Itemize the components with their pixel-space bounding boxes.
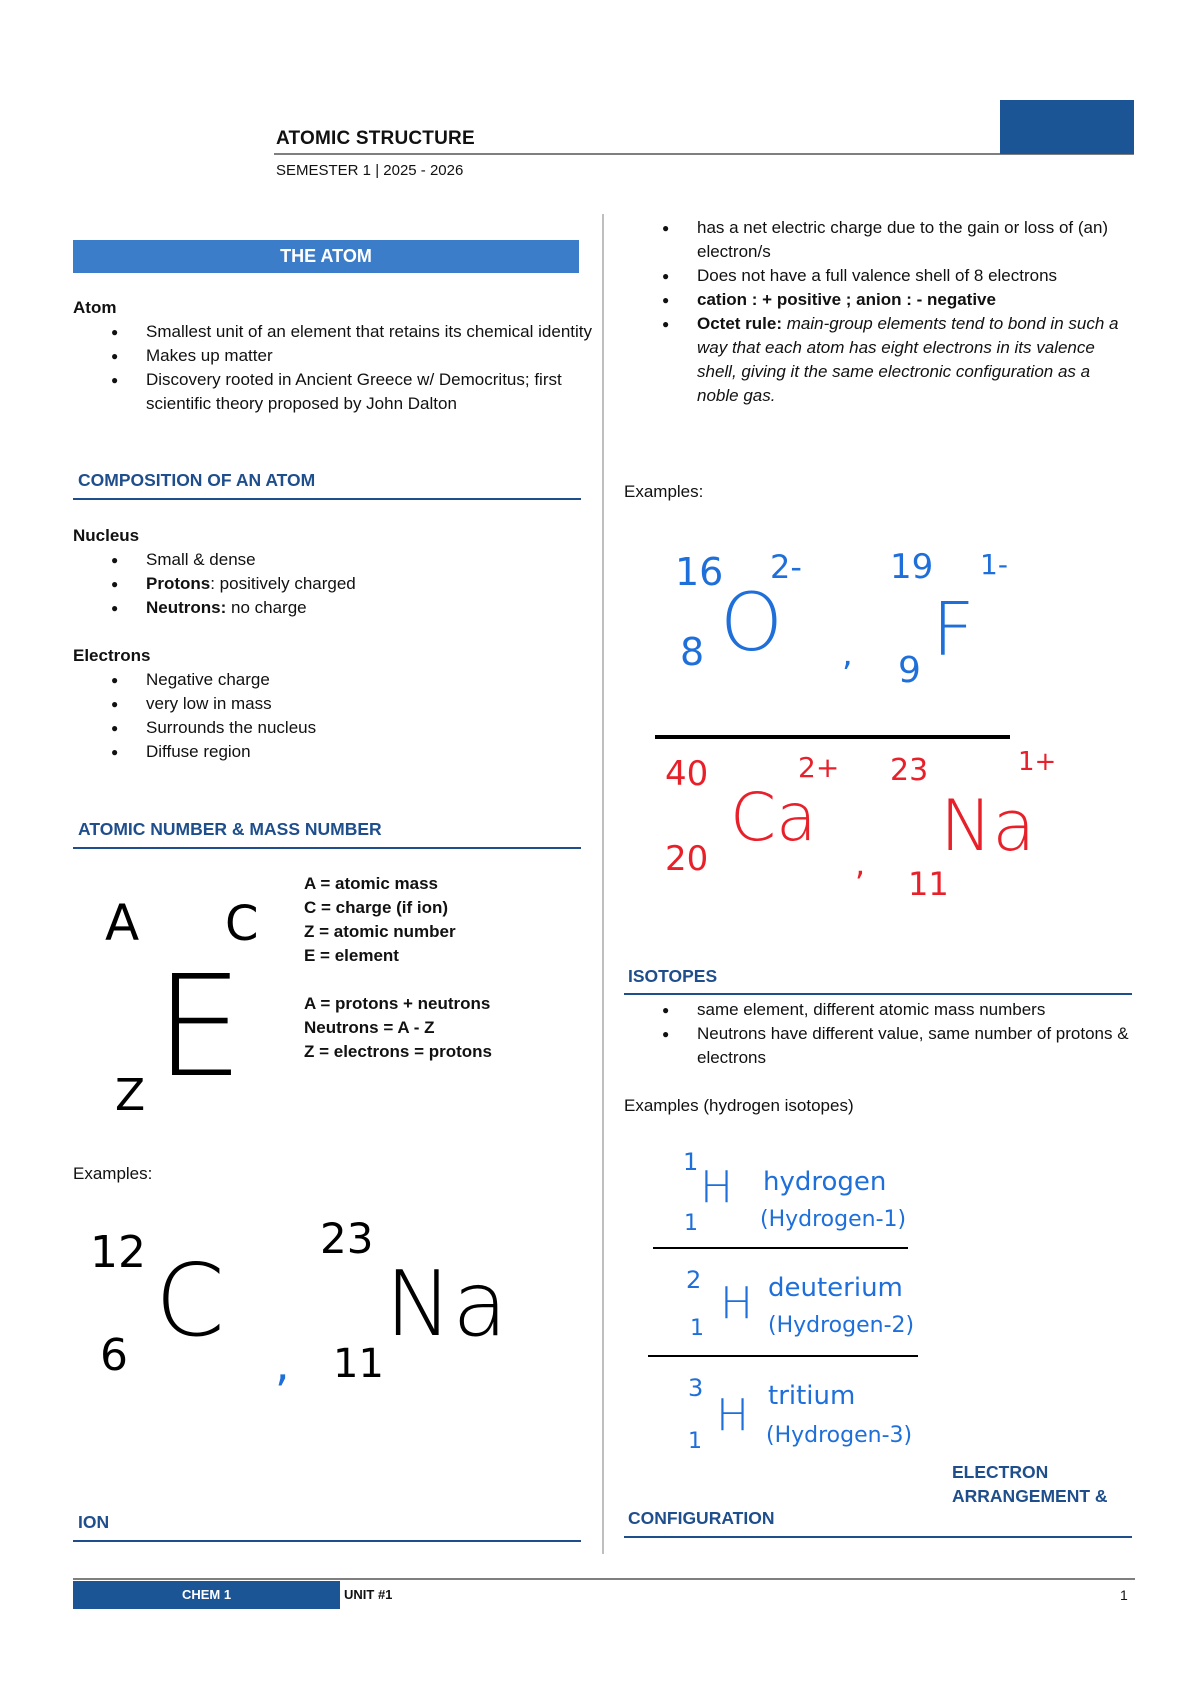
o-number: 8 [680, 630, 705, 674]
h1-name: hydrogen [763, 1167, 887, 1197]
c-mass: 12 [90, 1227, 146, 1278]
notation-a: A [105, 894, 140, 952]
f-number: 9 [898, 650, 921, 691]
o-charge: 2- [770, 548, 802, 586]
c-symbol: C [155, 1242, 225, 1359]
page-number: 1 [1120, 1587, 1128, 1603]
na-symbol: Na [385, 1252, 508, 1357]
na-ion-number: 11 [908, 865, 949, 903]
h2-number: 1 [690, 1316, 704, 1341]
ion-examples-drawing [650, 540, 1070, 920]
h3-number: 1 [688, 1429, 702, 1454]
section-rule [73, 498, 581, 500]
octet-text: main-group elements tend to bond in such a way that each atom has eight electrons in its valence shell, giving it the same electronic configuration as a noble gas. [697, 314, 1119, 405]
electron-heading-line: ARRANGEMENT & [952, 1486, 1108, 1506]
section-rule [73, 1540, 581, 1542]
ca-charge: 2+ [798, 751, 840, 784]
list-item: ● Small & dense [73, 548, 593, 572]
legend-spacer [304, 968, 492, 992]
h1-alt: (Hydrogen-1) [760, 1207, 907, 1232]
notation-legend [304, 872, 492, 1064]
list-item: ● cation : + positive ; anion : - negative [624, 288, 1134, 312]
footer-rule [73, 1578, 1135, 1580]
list-item [73, 572, 593, 596]
list-item [73, 596, 593, 620]
c-number: 6 [100, 1330, 128, 1381]
h2-name: deuterium [768, 1273, 903, 1303]
h3-symbol: H [716, 1390, 750, 1441]
list-item: ● Surrounds the nucleus [73, 716, 593, 740]
h2-alt: (Hydrogen-2) [768, 1313, 915, 1338]
document-subtitle: SEMESTER 1 | 2025 - 2026 [276, 162, 464, 179]
h1-symbol: H [700, 1162, 734, 1213]
list-item: ● same element, different atomic mass numbers [624, 998, 1134, 1022]
isotope-examples-drawing [628, 1140, 938, 1472]
example-separator: , [275, 1337, 290, 1391]
atom-bullets [73, 320, 593, 416]
header-accent-block [1000, 100, 1134, 154]
h3-alt: (Hydrogen-3) [766, 1423, 913, 1448]
document-title: ATOMIC STRUCTURE [276, 128, 475, 149]
h2-mass: 2 [686, 1266, 702, 1294]
f-symbol: F [932, 587, 975, 673]
list-item: ● Diffuse region [73, 740, 593, 764]
list-item: ● very low in mass [73, 692, 593, 716]
legend-line: C = charge (if ion) [304, 898, 449, 917]
na-ion-mass: 23 [890, 753, 929, 788]
section-heading-configuration: CONFIGURATION [628, 1508, 775, 1528]
neutrons-label: Neutrons: [146, 598, 227, 617]
footer-course: CHEM 1 [73, 1581, 340, 1609]
h2-symbol: H [720, 1278, 754, 1329]
ion-bullets [624, 216, 1134, 408]
section-rule [624, 993, 1132, 995]
list-item: ● Neutrons have different value, same number of protons & electrons [624, 1022, 1134, 1070]
legend-line: Z = electrons = protons [304, 1042, 492, 1061]
nucleus-bullets [73, 548, 593, 620]
h3-name: tritium [768, 1381, 856, 1411]
na-ion-symbol: Na [940, 785, 1036, 867]
footer-unit: UNIT #1 [344, 1587, 393, 1602]
h3-mass: 3 [688, 1374, 704, 1402]
ion-separator: , [842, 634, 853, 674]
list-item: ● Makes up matter [73, 344, 593, 368]
ion-examples-label: Examples: [624, 482, 704, 501]
na-mass: 23 [320, 1214, 374, 1263]
f-mass: 19 [890, 547, 934, 587]
protons-label: Protons [146, 574, 211, 593]
notation-e: E [155, 946, 244, 1109]
list-item: ● Smallest unit of an element that retains its chemical identity [73, 320, 593, 344]
legend-line: A = atomic mass [304, 874, 439, 893]
column-divider [602, 214, 604, 1554]
list-item: ● Does not have a full valence shell of 8 electrons [624, 264, 1134, 288]
nucleus-heading: Nucleus [73, 526, 140, 545]
h1-mass: 1 [683, 1148, 699, 1176]
section-banner-the-atom: THE ATOM [73, 240, 579, 273]
list-item: ● Discovery rooted in Ancient Greece w/ Democritus; first scientific theory proposed by John Dalton [73, 368, 593, 416]
examples-label: Examples: [73, 1164, 153, 1183]
notation-z: Z [115, 1070, 146, 1121]
list-item [624, 312, 1134, 408]
octet-label: Octet rule: [697, 314, 783, 333]
isotope-bullets [624, 998, 1134, 1070]
na-number: 11 [333, 1341, 384, 1387]
electron-heading-line: ELECTRON [952, 1462, 1049, 1482]
electrons-heading: Electrons [73, 646, 151, 665]
section-heading-atomic-number: ATOMIC NUMBER & MASS NUMBER [78, 819, 382, 839]
ca-mass: 40 [665, 754, 709, 794]
electrons-bullets [73, 668, 593, 764]
h1-number: 1 [684, 1211, 698, 1236]
legend-line: Neutrons = A - Z [304, 1018, 435, 1037]
legend-line: E = element [304, 946, 399, 965]
neutrons-text: no charge [226, 598, 307, 617]
f-charge: 1- [980, 548, 1008, 581]
list-item: ● Negative charge [73, 668, 593, 692]
atom-heading: Atom [73, 298, 117, 317]
section-heading-composition: COMPOSITION OF AN ATOM [78, 470, 316, 490]
section-heading-electron [952, 1460, 1108, 1508]
protons-text: : positively charged [210, 574, 356, 593]
isotope-examples-label: Examples (hydrogen isotopes) [624, 1096, 854, 1115]
ca-number: 20 [665, 839, 709, 879]
notation-diagram [95, 890, 275, 1120]
legend-line: Z = atomic number [304, 922, 456, 941]
section-heading-ion: ION [78, 1512, 110, 1532]
section-rule [624, 1536, 1132, 1538]
o-symbol: O [720, 576, 783, 669]
na-ion-charge: 1+ [1018, 747, 1057, 777]
notation-c: C [225, 896, 259, 952]
o-mass: 16 [675, 550, 724, 594]
legend-line: A = protons + neutrons [304, 994, 491, 1013]
notation-examples-drawing [85, 1214, 508, 1395]
section-heading-isotopes: ISOTOPES [628, 966, 718, 986]
ca-symbol: Ca [730, 779, 817, 856]
list-item: ● has a net electric charge due to the gain or loss of (an) electron/s [624, 216, 1134, 264]
ion-separator-2: , [855, 845, 866, 883]
section-rule [73, 847, 581, 849]
